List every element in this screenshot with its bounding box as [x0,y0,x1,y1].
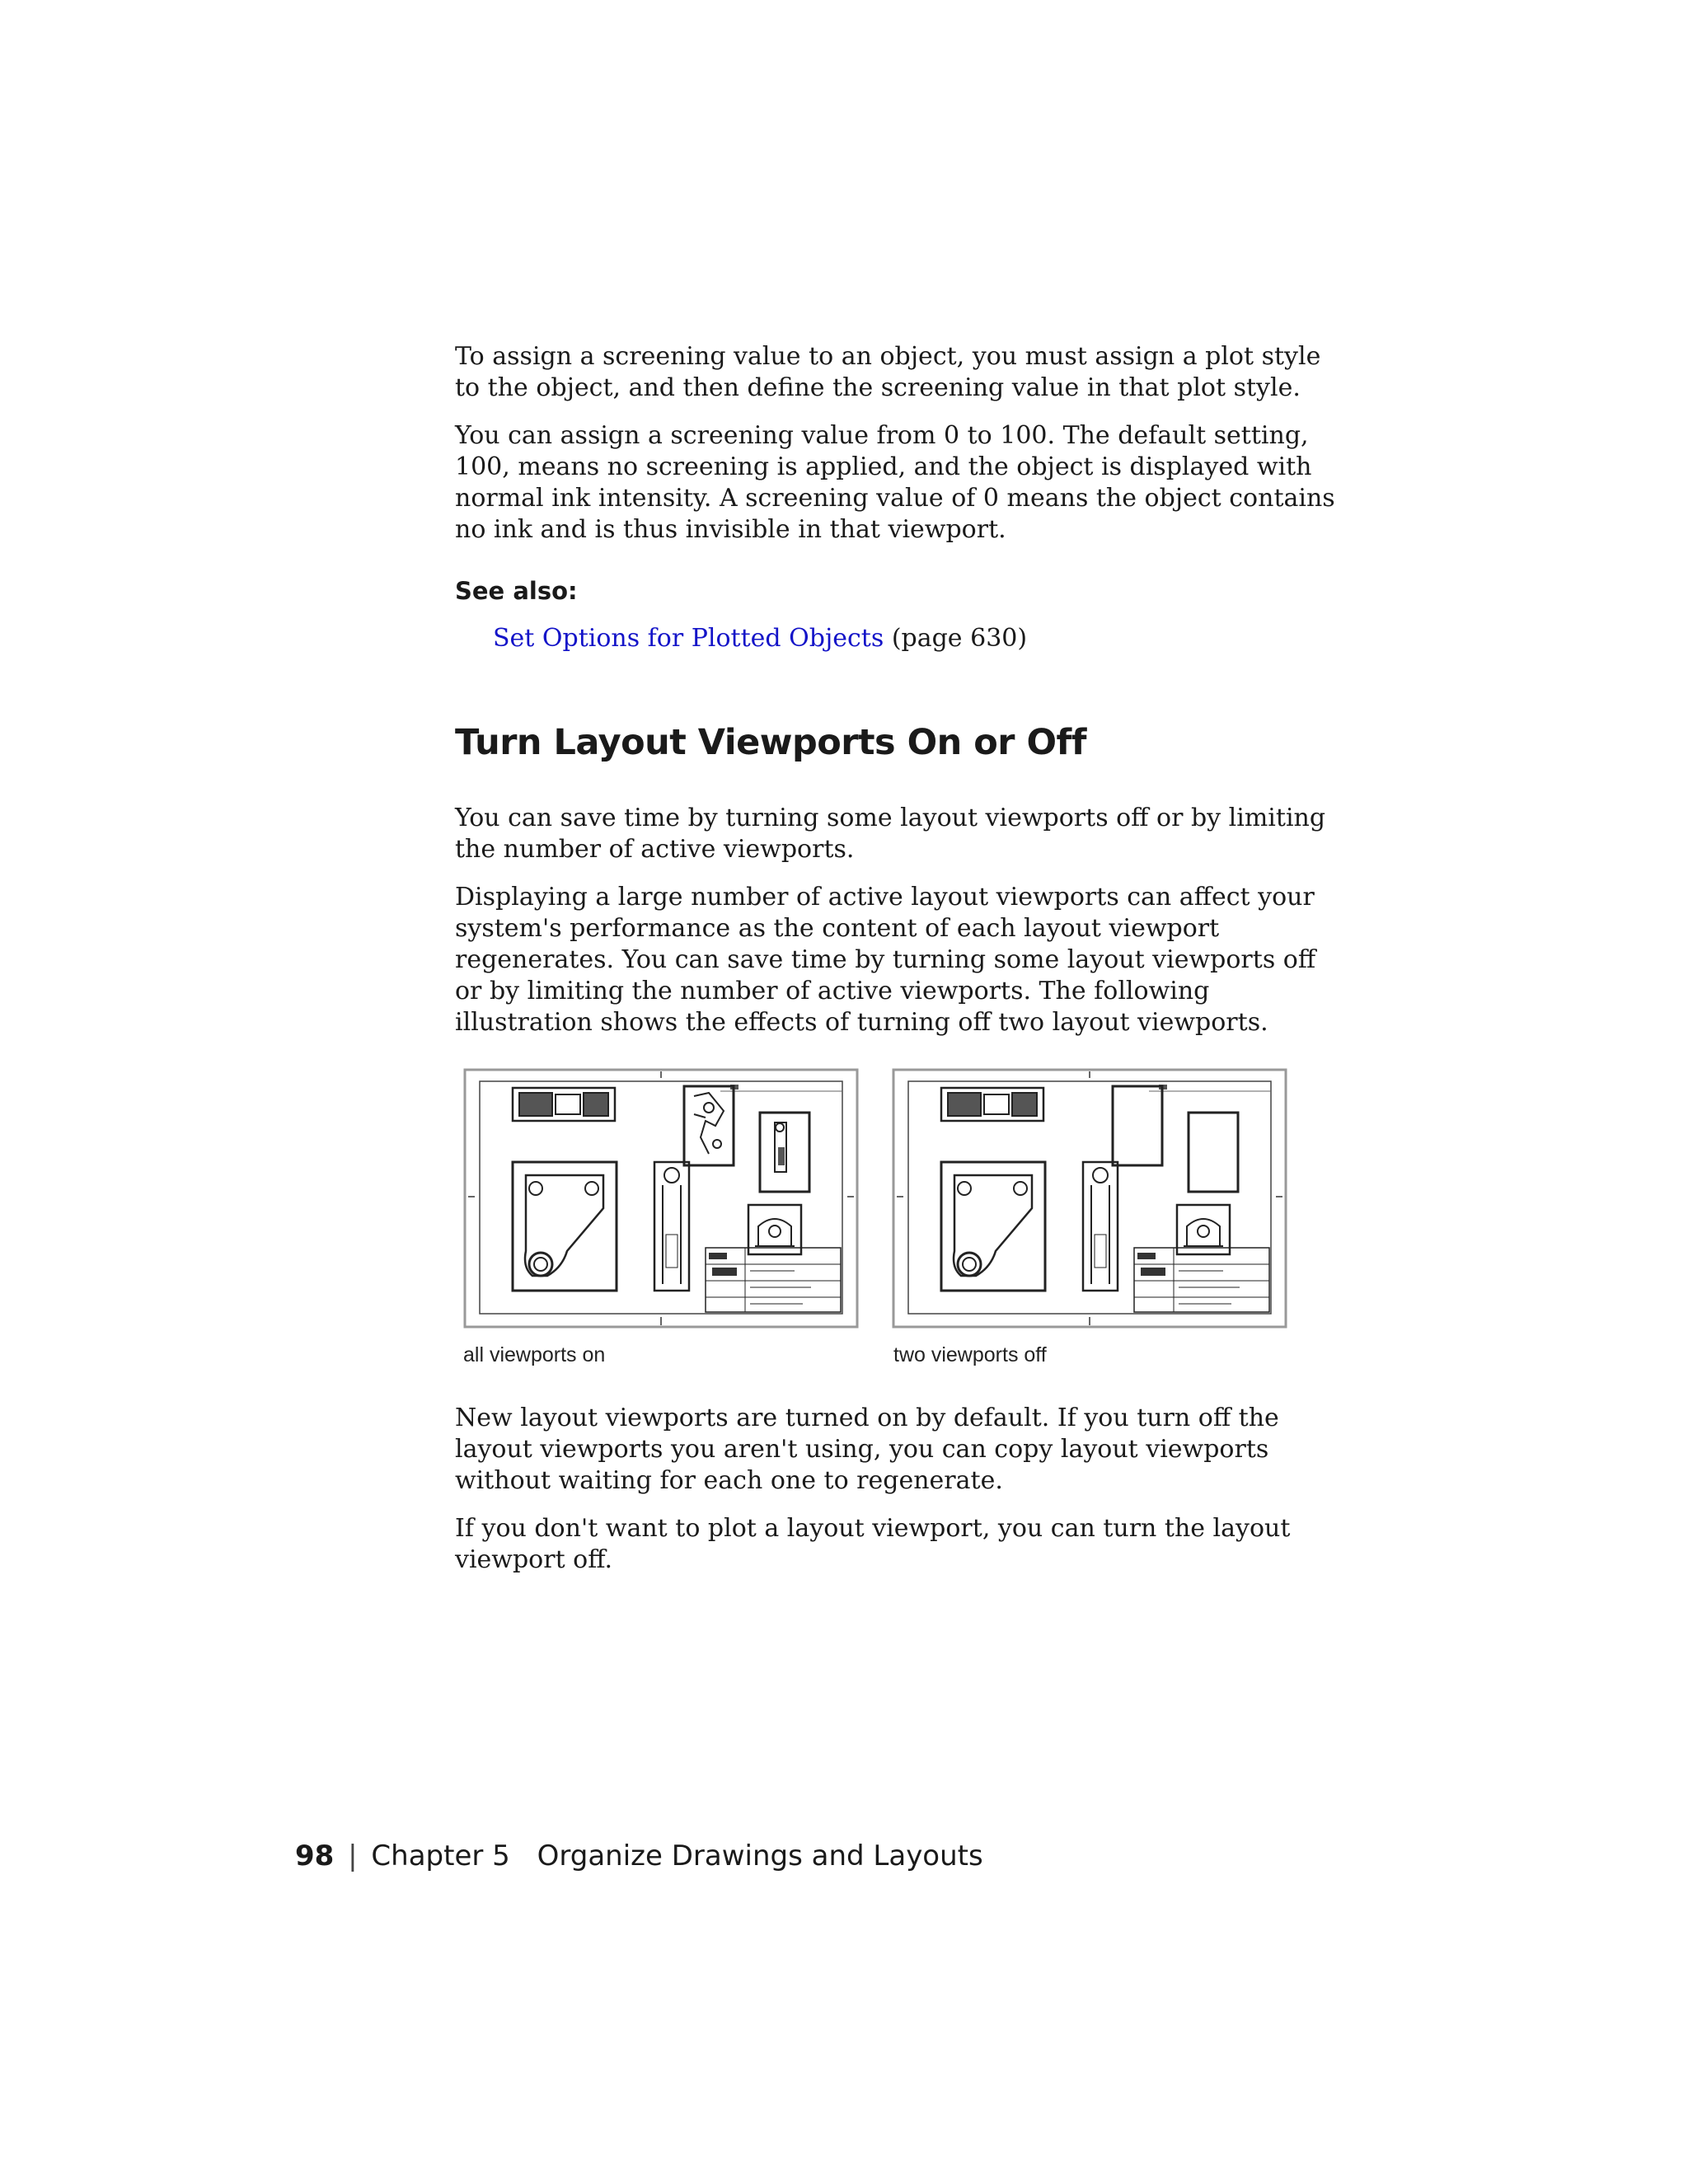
page-footer [295,1840,983,1872]
paragraph-new-viewports: New layout viewports are turned on by default. If you turn off the layout viewports you aren't using, you can copy layout viewports without waiting for each one to regenerate. [455,1404,1279,1495]
paragraph-screening-range: You can assign a screening value from 0 to 100. The default setting, 100, means no screening is applied, and the object is displayed with normal ink intensity. A screening value of 0 means the object contains no ink and is thus invisible in that viewport. [455,421,1335,544]
see-also-item [493,623,1027,654]
footer-chapter: Chapter 5 [371,1840,510,1872]
paragraph-screening-assign: To assign a screening value to an object, you must assign a plot style to the object, and then define the screening value in that plot style. [455,342,1321,402]
see-also-link[interactable]: Set Options for Plotted Objects [493,624,884,653]
paragraph-plot-viewport: If you don't want to plot a layout viewport, you can turn the layout viewport off. [455,1514,1291,1574]
paragraph-save-time: You can save time by turning some layout viewports off or by limiting the number of active viewports. [455,804,1326,864]
viewports-illustration [462,1068,1294,1335]
footer-chapter-title: Organize Drawings and Layouts [537,1840,983,1872]
page-number: 98 [295,1840,335,1872]
see-also-page-ref: (page 630) [891,624,1028,653]
caption-two-viewports-off: two viewports off [893,1343,1047,1366]
footer-separator: | [348,1840,358,1872]
see-also-label: See also: [455,577,578,605]
sheet-all-viewports-on [465,1070,857,1327]
sheet-two-viewports-off [893,1070,1286,1327]
section-heading: Turn Layout Viewports On or Off [455,722,1086,763]
paragraph-performance: Displaying a large number of active layout viewports can affect your system's performance as the content of each layout viewport regenerates. You can save time by turning some layout viewports off or by limiting the number of active viewports. The following illustration shows the effects of turning off two layout viewports. [455,883,1316,1037]
caption-all-viewports-on: all viewports on [463,1343,606,1366]
